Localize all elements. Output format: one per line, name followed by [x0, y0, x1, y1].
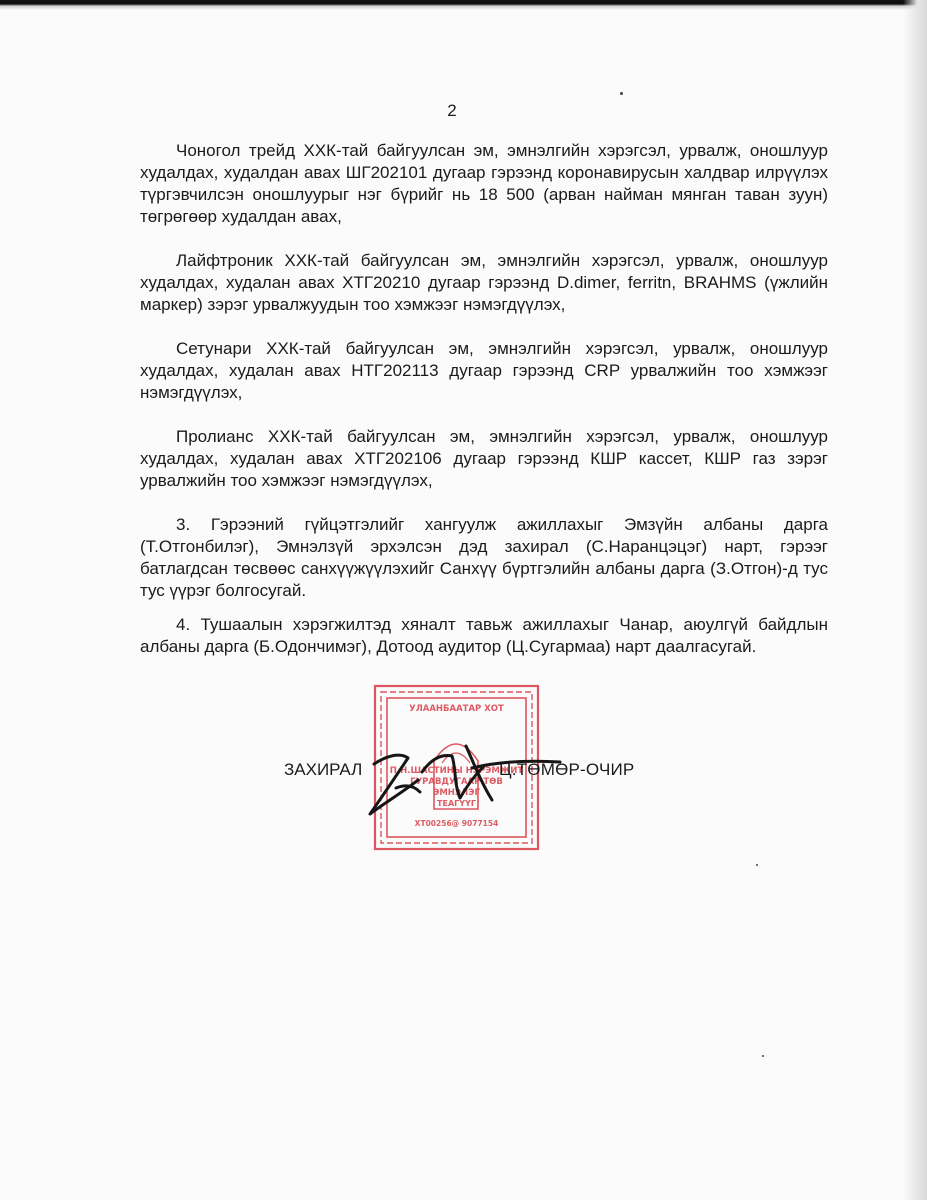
paragraph-laiftronik: Лайфтроник ХХК-тай байгуулсан эм, эмнэлгийн хэрэгсэл, урвалж, оношлуур худалдах, худалан авах ХТГ20210 дугаар гэрээнд D.dimer, ferritn, BRAHMS (үжлийн маркер) зэрэг урвалжуудын тоо хэмжээг нэмэгдүүлэх, [140, 251, 828, 314]
scan-speck [762, 1055, 764, 1057]
director-name: Ц.ТӨМӨР-ОЧИР [499, 760, 635, 779]
document-body [140, 140, 828, 680]
stamp-top-text: УЛААНБААТАР ХОТ [409, 704, 504, 714]
paragraph-setunari: Сетунари ХХК-тай байгуулсан эм, эмнэлгийн хэрэгсэл, урвалж, оношлуур худалдах, худалан авах НТГ202113 дугаар гэрээнд CRP урвалжийн тоо хэмжээг нэмэгдүүлэх, [140, 339, 828, 402]
paragraph-clause-3: 3. Гэрээний гүйцэтгэлийг хангуулж ажиллахыг Эмзүйн албаны дарга (Т.Отгонбилэг), Эмнэлзүй эрхэлсэн дэд захирал (С.Наранцэцэг) нарт, гэрээг батлагдсан төсвөөс санхүүжүүлэхийг Санхүү бүртгэлийн албаны дарга (З.Отгон)-д тус тус үүрэг болгосугай. [140, 515, 828, 600]
scan-speck [756, 864, 758, 866]
director-title: ЗАХИРАЛ [284, 760, 363, 779]
scan-speck [620, 92, 623, 95]
stamp-line-3: ЭМНЭЛЭГ [433, 788, 480, 798]
stamp-line-2: ГУРАВДУГААР ТӨВ [410, 777, 503, 787]
scan-right-shadow [903, 0, 927, 1200]
paragraph-clause-4: 4. Тушаалын хэрэгжилтэд хяналт тавьж ажиллахыг Чанар, аюулгүй байдлын албаны дарга (Б.Одончимэг), Дотоод аудитор (Ц.Сугармаа) нарт даалгасугай. [140, 615, 828, 656]
stamp-line-1: П.Н.ШАСТИНЫ НЭРЭМЖИТ [389, 766, 524, 776]
page-number: 2 [447, 101, 457, 120]
paragraph-proliance: Пролианс ХХК-тай байгуулсан эм, эмнэлгийн хэрэгсэл, урвалж, оношлуур худалдах, худалан авах ХТГ202106 дугаар гэрээнд КШР кассет, КШР газ зэрэг урвалжийн тоо хэмжээг нэмэгдүүлэх, [140, 427, 828, 490]
stamp-line-4: ТЕАГҮҮГ [437, 799, 476, 808]
scan-top-edge [0, 0, 927, 10]
stamp-code: ХТ00256@ 9077154 [414, 819, 499, 828]
paragraph-choogol: Чоногол трейд ХХК-тай байгуулсан эм, эмнэлгийн хэрэгсэл, урвалж, оношлуур худалдах, худалдан авах ШГ202101 дугаар гэрээнд коронавирусын халдвар илрүүлэх түргэвчилсэн оношлуурыг нэг бүрийг нь 18 500 (арван найман мянган таван зуун) төгрөгөөр худалдан авах, [140, 141, 828, 226]
handwritten-signature [356, 728, 588, 828]
